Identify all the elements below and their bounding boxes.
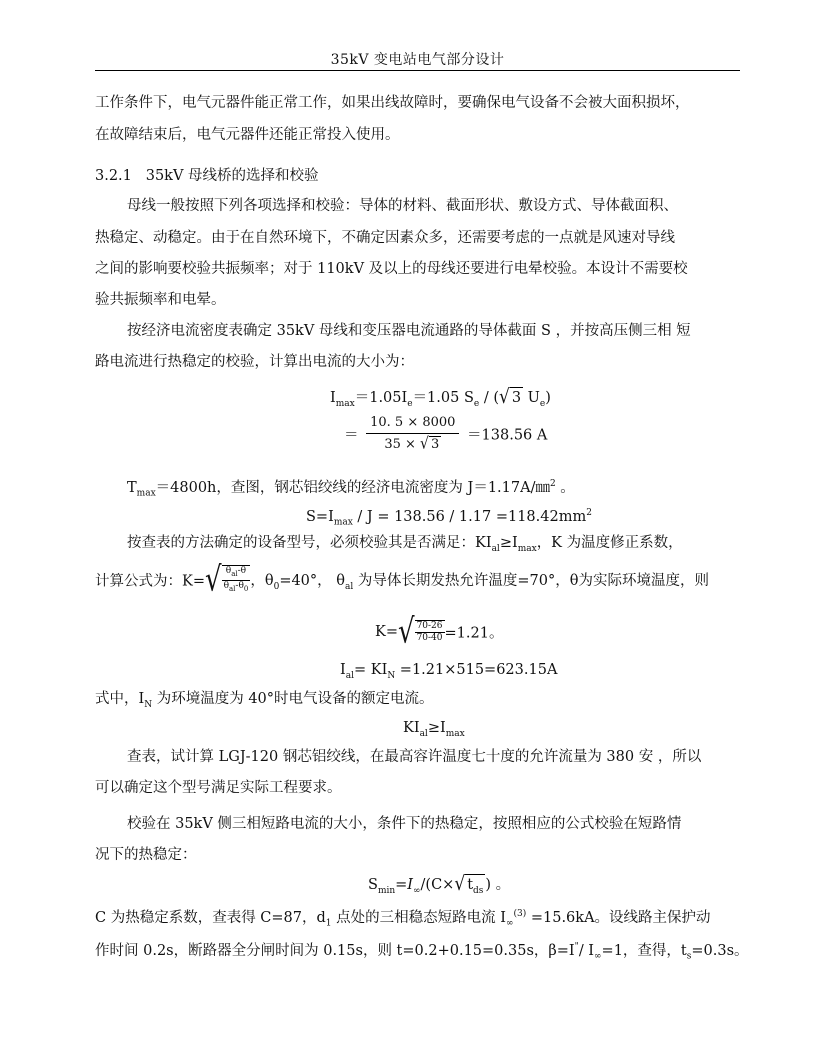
sqrt-icon: √ $\frac{70-26}{70-40}$: [397, 612, 443, 652]
paragraph-line: 验共振频率和电晕。: [95, 292, 226, 308]
paragraph-line: $T_{max}=4800h$，查图，钢芯铝绞线的经济电流密度为 J＝1.17A/㎜$^2$ 。: [127, 479, 575, 499]
paragraph-line: 校验在 35kV 侧三相短路电流的大小，条件下的热稳定，按照相应的公式校验在短路情: [127, 816, 682, 832]
paragraph-line: 计算公式为：K=√ $\frac{\theta_{al}-\theta}{\theta_{al}-\theta_0}$ ，$\theta_0=40^\circ$， $\theta_{al}$ 为导体长期发热允许温度=70°，θ为实际环境温度，则: [95, 560, 709, 600]
paragraph-line: 式中，$I_N$ 为环境温度为 40°时电气设备的额定电流。: [95, 691, 434, 710]
section-number: 3.2.1: [95, 168, 132, 184]
sqrt-icon: √: [498, 385, 510, 409]
paragraph-line: 热稳定、动稳定。由于在自然环境下，不确定因素众多，还需要考虑的一点就是风速对导线: [95, 230, 675, 246]
equation-smin: $S_{min}=I_\infty/(C\times√$ $t_{ds}$ ) 。: [368, 874, 510, 901]
paragraph-line: 工作条件下，电气元器件能正常工作，如果出线故障时，要确保电气设备不会被大面积损坏，: [95, 95, 690, 111]
page-header-title: 35kV 变电站电气部分设计: [330, 52, 505, 68]
sqrt-icon: √ $\frac{\theta_{al}-\theta}{\theta_{al}-\theta_0}$: [204, 560, 249, 600]
paragraph-line: 之间的影响要校验共振频率；对于 110kV 及以上的母线还要进行电晕校验。本设计不需要校: [95, 261, 688, 277]
paragraph-line: 况下的热稳定：: [95, 847, 197, 863]
sqrt-icon: √: [454, 872, 466, 896]
equation-k: K=√ $\frac{70-26}{70-40}$ =1.21。: [375, 612, 504, 652]
section-heading: [95, 166, 319, 186]
paragraph-line: 按查表的方法确定的设备型号，必须校验其是否满足：$KI_{al}\ge I_{max}$，K 为温度修正系数，: [127, 535, 683, 554]
equation-area: $S=I_{max} / J = 138.56 / 1.17 =118.42mm^2$: [306, 508, 592, 528]
section-title: 35kV 母线桥的选择和校验: [145, 168, 319, 184]
paragraph-line: 作时间 0.2s，断路器全分闸时间为 0.15s，则 t=0.2+0.15=0.35s，β=I"/ $I_\infty=1$，查得，$t_s=0.3s$。: [95, 942, 749, 962]
sqrt-icon: √: [420, 434, 429, 454]
paragraph-line: 按经济电流密度表确定 35kV 母线和变压器电流通路的导体截面 S ，并按高压侧三相 短: [127, 323, 691, 339]
paragraph-line: 路电流进行热稳定的校验，计算出电流的大小为：: [95, 354, 414, 370]
paragraph-line: 查表，试计算 LGJ-120 钢芯铝绞线，在最高容许温度七十度的允许流量为 380 安 ，所以: [127, 749, 702, 765]
fraction: $\frac{10. 5 \times 8000}{35 \times √ 3}$: [366, 415, 459, 453]
paragraph-line: C 为热稳定系数，查表得 C=87，$d_1$ 点处的三相稳态短路电流 $I_\infty^{(3)} =15.6kA$。设线路主保护动: [95, 909, 711, 929]
paragraph-line: 可以确定这个型号满足实际工程要求。: [95, 780, 342, 796]
equation-ial: $I_{al}= KI_N =1.21\times 515=623.15A$: [340, 662, 558, 681]
header-divider: [95, 70, 740, 71]
paragraph-line: 在故障结束后，电气元器件还能正常投入使用。: [95, 127, 400, 143]
paragraph-line: 母线一般按照下列各项选择和校验：导体的材料、截面形状、敷设方式、导体截面积、: [127, 198, 678, 214]
equation-condition: $KI_{al}\ge I_{max}$: [403, 720, 465, 739]
equation-imax: $I_{max}=1.05I_e=1.05$ $S_e$ / (√ 3 $U_e$): [330, 385, 551, 409]
equation-imax-value: ＝ $\frac{10. 5 \times 8000}{35 \times √ 3}$ ＝138.56 A: [344, 415, 548, 454]
